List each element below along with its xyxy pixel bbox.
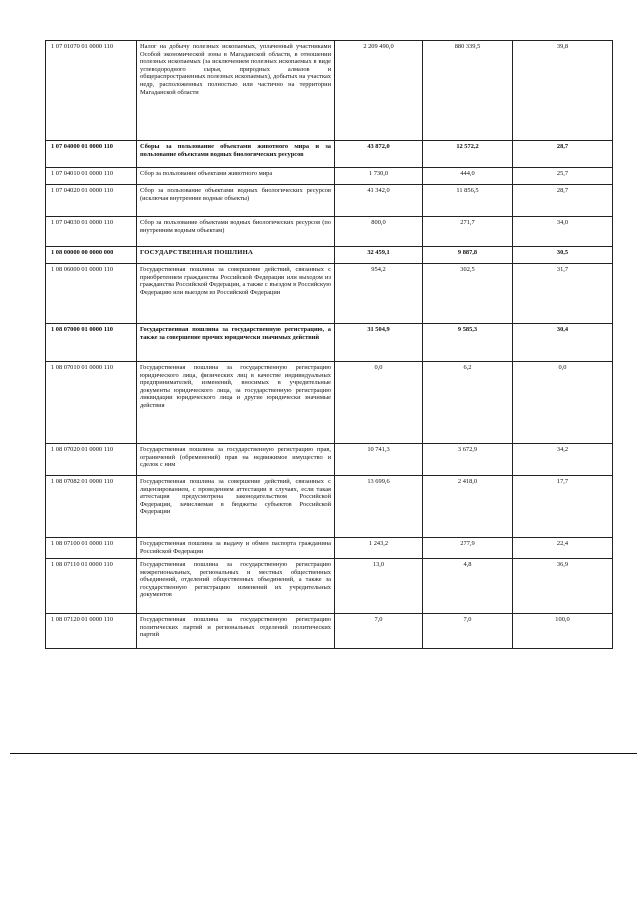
row-percent: 28,7	[513, 141, 613, 168]
row-percent: 39,8	[513, 41, 613, 141]
page-divider-line	[10, 753, 637, 754]
row-code: 1 08 00000 00 0000 000	[46, 247, 137, 264]
row-fact: 4,8	[423, 559, 513, 614]
row-percent: 31,7	[513, 264, 613, 324]
row-code: 1 08 07110 01 0000 110	[46, 559, 137, 614]
row-name: Налог на добычу полезных ископаемых, уплаченный участниками Особой экономической зоны в Магаданской области, в отношении полезных ископаемых (за исключением полезных ископаемых в виде углеводородного сырья, природных алмазов и общераспространенных полезных ископаемых), добытых на участках недр, расположенных полностью или частично на территории Магаданской области	[137, 41, 335, 141]
row-plan: 954,2	[335, 264, 423, 324]
table-row	[46, 41, 613, 141]
row-fact: 6,2	[423, 362, 513, 444]
row-code: 1 08 07000 01 0000 110	[46, 324, 137, 362]
table-row	[46, 168, 613, 185]
row-name: Государственная пошлина за совершение действий, связанных с приобретением гражданства Российской Федерации или выходом из гражданства Российской Федерации, а также с въездом в Российскую Федерацию или выездом из Российской Федерации	[137, 264, 335, 324]
row-code: 1 08 07100 01 0000 110	[46, 538, 137, 559]
table-row	[46, 247, 613, 264]
row-percent: 30,4	[513, 324, 613, 362]
row-name: Государственная пошлина за совершение действий, связанных с лицензированием, с проведением аттестации в случаях, если такая аттестация предусмотрена законодательством Российской Федерации, зачисляемая в бюджеты субъектов Российской Федерации	[137, 476, 335, 538]
row-plan: 0,0	[335, 362, 423, 444]
row-name: Государственная пошлина за государственную регистрацию прав, ограничений (обременений) прав на недвижимое имущество и сделок с ним	[137, 444, 335, 476]
row-percent: 30,5	[513, 247, 613, 264]
row-plan: 43 872,0	[335, 141, 423, 168]
row-name: Государственная пошлина за государственную регистрацию, а также за совершение прочих юридически значимых действий	[137, 324, 335, 362]
table-row	[46, 559, 613, 614]
row-plan: 2 209 490,0	[335, 41, 423, 141]
row-code: 1 07 04030 01 0000 110	[46, 217, 137, 247]
row-code: 1 07 04020 01 0000 110	[46, 185, 137, 217]
row-code: 1 08 07020 01 0000 110	[46, 444, 137, 476]
row-code: 1 08 07120 01 0000 110	[46, 614, 137, 649]
row-name: Государственная пошлина за государственную регистрацию межрегиональных, региональных и местных общественных объединений, отделений общественных объединений, а также за государственную регистрацию изменений их учредительных документов	[137, 559, 335, 614]
row-plan: 13 699,6	[335, 476, 423, 538]
row-fact: 302,5	[423, 264, 513, 324]
row-name: Сбор за пользование объектами водных биологических ресурсов (по внутренним водным объектам)	[137, 217, 335, 247]
row-code: 1 07 04010 01 0000 110	[46, 168, 137, 185]
row-fact: 2 418,0	[423, 476, 513, 538]
row-percent: 100,0	[513, 614, 613, 649]
row-name: ГОСУДАРСТВЕННАЯ ПОШЛИНА	[137, 247, 335, 264]
row-fact: 7,0	[423, 614, 513, 649]
row-code: 1 08 07010 01 0000 110	[46, 362, 137, 444]
row-name: Государственная пошлина за выдачу и обмен паспорта гражданина Российской Федерации	[137, 538, 335, 559]
row-plan: 10 741,3	[335, 444, 423, 476]
row-fact: 9 887,8	[423, 247, 513, 264]
row-name: Сборы за пользование объектами животного мира и за пользование объектами водных биологических ресурсов	[137, 141, 335, 168]
table-row	[46, 614, 613, 649]
row-name: Государственная пошлина за государственную регистрацию политических партий и региональных отделений политических партий	[137, 614, 335, 649]
row-code: 1 07 04000 01 0000 110	[46, 141, 137, 168]
row-name: Сбор за пользование объектами водных биологических ресурсов (исключая внутренние водные объекты)	[137, 185, 335, 217]
row-name: Государственная пошлина за государственную регистрацию юридического лица, физических лиц в качестве индивидуальных предпринимателей, изменений, вносимых в учредительные документы юридического лица, за государственную регистрацию ликвидации юридического лица и другие юридически значимые действия	[137, 362, 335, 444]
row-plan: 800,0	[335, 217, 423, 247]
table-row	[46, 362, 613, 444]
table-row	[46, 538, 613, 559]
row-percent: 25,7	[513, 168, 613, 185]
row-code: 1 07 01070 01 0000 110	[46, 41, 137, 141]
row-fact: 9 585,3	[423, 324, 513, 362]
row-percent: 22,4	[513, 538, 613, 559]
revenue-table	[45, 40, 613, 649]
row-fact: 3 672,9	[423, 444, 513, 476]
table-row	[46, 476, 613, 538]
row-code: 1 08 06000 01 0000 110	[46, 264, 137, 324]
row-fact: 271,7	[423, 217, 513, 247]
row-plan: 1 243,2	[335, 538, 423, 559]
row-fact: 12 572,2	[423, 141, 513, 168]
row-percent: 0,0	[513, 362, 613, 444]
row-plan: 31 504,9	[335, 324, 423, 362]
table-row	[46, 264, 613, 324]
table-row	[46, 217, 613, 247]
row-percent: 17,7	[513, 476, 613, 538]
table-row	[46, 185, 613, 217]
row-percent: 34,0	[513, 217, 613, 247]
row-fact: 277,9	[423, 538, 513, 559]
row-plan: 7,0	[335, 614, 423, 649]
table-row	[46, 141, 613, 168]
row-plan: 1 730,0	[335, 168, 423, 185]
row-plan: 13,0	[335, 559, 423, 614]
row-fact: 880 339,5	[423, 41, 513, 141]
row-plan: 32 459,1	[335, 247, 423, 264]
row-name: Сбор за пользование объектами животного мира	[137, 168, 335, 185]
table-row	[46, 324, 613, 362]
row-plan: 41 342,0	[335, 185, 423, 217]
row-percent: 34,2	[513, 444, 613, 476]
row-fact: 11 856,5	[423, 185, 513, 217]
table-row	[46, 444, 613, 476]
row-code: 1 08 07082 01 0000 110	[46, 476, 137, 538]
row-percent: 36,9	[513, 559, 613, 614]
row-percent: 28,7	[513, 185, 613, 217]
row-fact: 444,0	[423, 168, 513, 185]
